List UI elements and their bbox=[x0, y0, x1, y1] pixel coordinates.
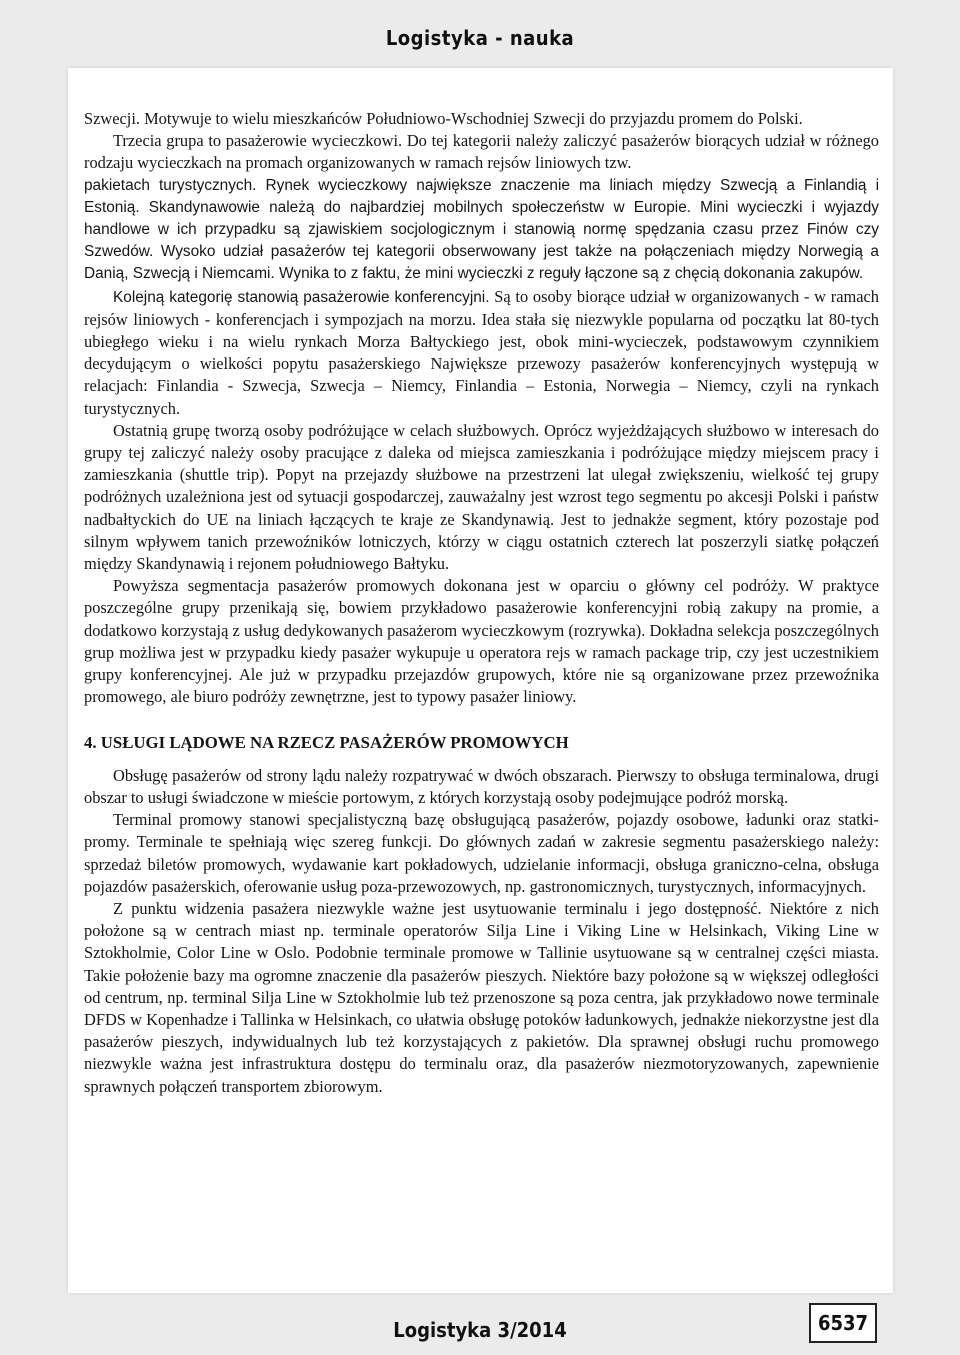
running-header: Logistyka - nauka bbox=[385, 26, 575, 50]
paragraph: Obsługę pasażerów od strony lądu należy rozpatrywać w dwóch obszarach. Pierwszy to obsługa terminalowa, drugi obszar to usługi świadczone w mieście portowym, z których korzystają osoby podejmujące podróż morską. bbox=[84, 765, 879, 807]
running-footer: Logistyka 3/2014 bbox=[393, 1318, 567, 1342]
page-number: 6537 bbox=[809, 1303, 877, 1343]
paragraph-lead: Kolejną kategorię stanowią pasażerowie konferencyjni. bbox=[113, 288, 490, 306]
paragraph: Szwecji. Motywuje to wielu mieszkańców Południowo-Wschodniej Szwecji do przyjazdu promem do Polski. bbox=[84, 109, 803, 128]
paragraph-rest: Są to osoby biorące udział w organizowanych - w ramach rejsów liniowych - konferencjach i sympozjach na morzu. Idea stała się niezwykle popularna od początku lat 80-tych ubiegłego wieku i na wielu rynkach Morza Bałtyckiego jest, obok mini-wycieczek, podstawowym czynnikiem decydującym o wielkości popytu pasażerskiego Największe przewozy pasażerów konferencyjnych występują w relacjach: Finlandia - Szwecja, Szwecja – Niemcy, Finlandia – Estonia, Norwegia – Niemcy, czyli na rynkach turystycznych. bbox=[84, 286, 879, 418]
article-body bbox=[84, 108, 879, 1098]
paragraph bbox=[84, 286, 879, 420]
paragraph: Terminal promowy stanowi specjalistyczną bazę obsługującą pasażerów, pojazdy osobowe, ładunki oraz statki-promy. Terminale te spełniają więc szereg funkcji. Do głównych zadań w zakresie segmentu pasażerskiego należy: sprzedaż biletów promowych, wydawanie kart pokładowych, udzielanie informacji, obsługa graniczno-celna, obsługa pojazdów pasażerskich, oferowanie usług poza-przewozowych, np. gastronomicznych, turystycznych, informacyjnych. bbox=[84, 810, 879, 896]
paragraph: Trzecia grupa to pasażerowie wycieczkowi. Do tej kategorii należy zaliczyć pasażerów biorących udział w różnego rodzaju wycieczkach na promach organizowanych w ramach rejsów liniowych tzw. bbox=[84, 131, 879, 173]
paragraph: Powyższa segmentacja pasażerów promowych dokonana jest w oparciu o główny cel podróży. W praktyce poszczególne grupy przenikają się, bowiem przykładowo pasażerowie konferencyjni robią zakupy na promie, a dodatkowo korzystają z usług dedykowanych pasażerom wycieczkowym (rozrywka). Dokładna selekcja poszczególnych grup możliwa jest w przypadku kiedy pasażer wykupuje u operatora rejs w ramach package trip, czy jest uczestnikiem grupy konferencyjnej. Ale już w przypadku przejazdów grupowych, które nie są organizowane przez przewoźnika promowego, ale biuro podróży zewnętrzne, jest to typowy pasażer liniowy. bbox=[84, 576, 879, 707]
paragraph-sans: pakietach turystycznych. Rynek wycieczkowy największe znaczenie ma liniach między Szwecją a Finlandią i Estonią. Skandynawowie należą do najbardziej mobilnych społeczeństw w Europie. Mini wycieczki i wyjazdy handlowe w ich przypadku są zjawiskiem socjologicznym i stanowią normę spędzania czasu przez Finów czy Szwedów. Wysoko udział pasażerów tej kategorii obserwowany jest także na połączeniach między Norwegią a Danią, Szwecją i Niemcami. Wynika to z faktu, że mini wycieczki z reguły łączone są z chęcią dokonania zakupów. bbox=[84, 176, 879, 283]
paragraph: Z punktu widzenia pasażera niezwykle ważne jest usytuowanie terminalu i jego dostępność. Niektóre z nich położone są w centrach miast np. terminale operatorów Silja Line i Viking Line w Helsinkach, Viking Line w Sztokholmie, Color Line w Oslo. Podobnie terminale promowe w Tallinie usytuowane są w centralnej części miasta. Takie położenie bazy ma ogromne znaczenie dla pasażerów pieszych. Niektóre bazy położone są w większej odległości od centrum, np. terminal Silja Line w Sztokholmie lub też przenoszone są poza centra, jak przykładowo nowe terminale DFDS w Kopenhadze i Tallinka w Helsinkach, co ułatwia obsługę potoków ładunkowych, jednakże niekorzystne jest dla pasażerów pieszych, indywidualnych lub też korzystających z pakietów. Dla sprawnej obsługi ruchu promowego niezwykle ważna jest infrastruktura dostępu do terminalu oraz, dla pasażerów niezmotoryzowanych, zapewnienie sprawnych połączeń transportem zbiorowym. bbox=[84, 898, 879, 1096]
section-heading: 4. USŁUGI LĄDOWE NA RZECZ PASAŻERÓW PROMOWYCH bbox=[84, 733, 569, 753]
paragraph: Ostatnią grupę tworzą osoby podróżujące w celach służbowych. Oprócz wyjeżdżających służbowo w interesach do grupy tej zaliczyć należy osoby pracujące z daleka od miejsca zamieszkania i podróżujące między miejscem pracy i zamieszkania (shuttle trip). Popyt na przejazdy służbowe na przestrzeni lat ulegał zwiększeniu, wielkość tej grupy podróżnych uzależniona jest od sytuacji gospodarczej, zauważalny jest wzrost tego segmentu po akcesji Polski i państw nadbałtyckich do UE na liniach łączących te kraje ze Skandynawią. Jest to jednakże segment, który pozostaje pod silnym wpływem tanich przewoźników lotniczych, którzy w ciągu ostatnich czterech lat poszerzyli siatkę połączeń między Skandynawią i rejonem południowego Bałtyku. bbox=[84, 420, 879, 574]
